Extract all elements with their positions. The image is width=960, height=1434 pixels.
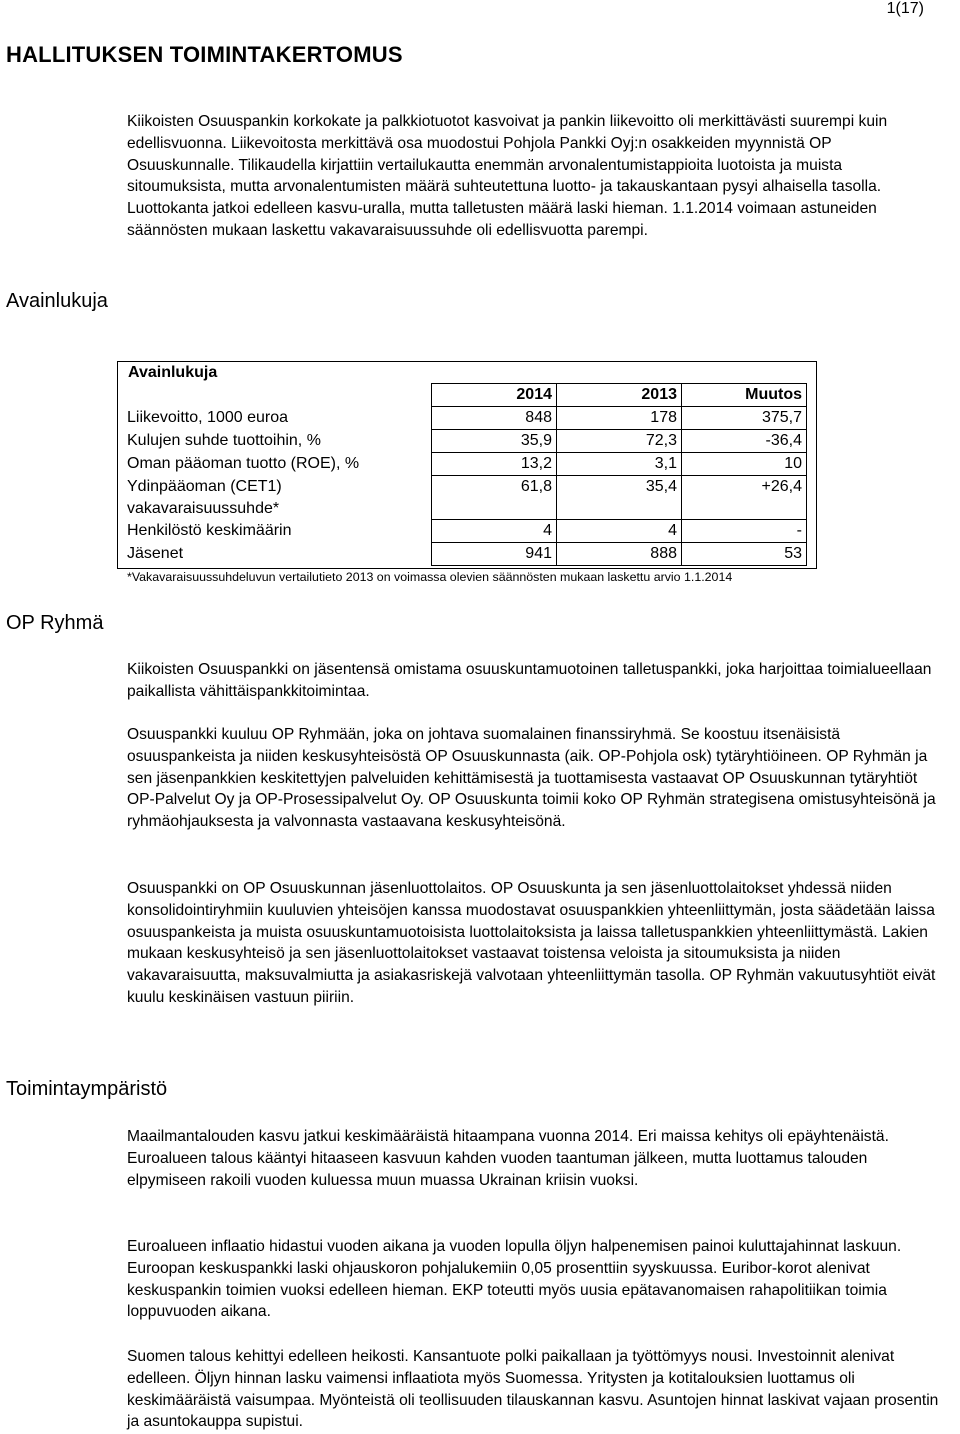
- table-row: [127, 520, 807, 543]
- cell-change: +26,4: [682, 476, 807, 520]
- col-header-2014: 2014: [432, 384, 557, 407]
- heading-op-ryhma: OP Ryhmä: [6, 612, 104, 634]
- document-title: HALLITUKSEN TOIMINTAKERTOMUS: [6, 42, 403, 67]
- heading-avainlukuja: Avainlukuja: [6, 290, 108, 312]
- row-label: Oman pääoman tuotto (ROE), %: [127, 455, 360, 472]
- table-row: [127, 430, 807, 453]
- cell-2013: 4: [557, 520, 682, 543]
- cell-change: 375,7: [682, 407, 807, 430]
- table-row: [127, 407, 807, 430]
- row-label-line2: vakavaraisuussuhde*: [127, 499, 280, 517]
- cell-change: 53: [682, 543, 807, 566]
- cell-2014: 35,9: [432, 430, 557, 453]
- cell-2014: 941: [432, 543, 557, 566]
- cell-change: 10: [682, 453, 807, 476]
- table-row: [127, 453, 807, 476]
- toimintaymparisto-paragraph-2: Euroalueen inflaatio hidastui vuoden aikana ja vuoden lopulla öljyn halpenemisen painoi kuluttajahinnat laskuun. Euroopan keskuspankki laski ohjauskoron pohjalukemiin 0,05 prosenttiin syyskuussa. Euribor-korot alenivat keskuspankin toimien vuoksi edelleen hieman. EKP toteutti myös uusia epätavanomaisen rahapolitiikan toimia loppuvuoden aikana.: [127, 1238, 902, 1321]
- table-footnote: *Vakavaraisuussuhdeluvun vertailutieto 2013 on voimassa olevien säännösten mukaan laskettu arvio 1.1.2014: [127, 570, 733, 584]
- row-label: Henkilöstö keskimäärin: [127, 522, 292, 539]
- cell-change: -: [682, 520, 807, 543]
- table-row: [127, 476, 807, 520]
- toimintaymparisto-paragraph-3: Suomen talous kehittyi edelleen heikosti. Kansantuote polki paikallaan ja työttömyys nousi. Investoinnit alenivat edelleen. Öljyn hinnan lasku vaimensi inflaatiota myös Suomessa. Yritysten ja kotitalouksien luottamus oli keskimääräistä vaisumpaa. Myönteistä oli teollisuuden tilauskannan kasvu. Asuntojen hinnat laskivat vajaan prosentin ja asuntokauppa supistui.: [127, 1348, 939, 1431]
- key-figures-title: Avainlukuja: [128, 364, 218, 381]
- col-header-change: Muutos: [682, 384, 807, 407]
- cell-2013: 178: [557, 407, 682, 430]
- table-header-empty: [127, 384, 432, 407]
- op-ryhma-paragraph-1: Kiikoisten Osuuspankki on jäsentensä omistama osuuskuntamuotoinen talletuspankki, joka harjoittaa toimialueellaan paikallista vähittäispankkitoimintaa.: [127, 661, 932, 700]
- cell-2013: 72,3: [557, 430, 682, 453]
- row-label: Jäsenet: [127, 545, 184, 562]
- row-label-line1: Ydinpääoman (CET1): [127, 477, 282, 495]
- toimintaymparisto-paragraph-1: Maailmantalouden kasvu jatkui keskimääräistä hitaampana vuonna 2014. Eri maissa kehitys oli epäyhtenäistä. Euroalueen talous kääntyi hitaaseen kasvuun kahden vuoden taantuman jälkeen, mutta luottamus talouden elpymiseen rakoili vuoden kuluessa muun muassa Ukrainan kriisin vuoksi.: [127, 1128, 889, 1189]
- table-header-row: [127, 384, 807, 407]
- row-label: [127, 476, 432, 520]
- cell-2014: 61,8: [432, 476, 557, 520]
- cell-change: -36,4: [682, 430, 807, 453]
- cell-2013: 35,4: [557, 476, 682, 520]
- cell-2014: 848: [432, 407, 557, 430]
- cell-2013: 888: [557, 543, 682, 566]
- cell-2014: 4: [432, 520, 557, 543]
- op-ryhma-paragraph-2: Osuuspankki kuuluu OP Ryhmään, joka on johtava suomalainen finanssiryhmä. Se koostuu itsenäisistä osuuspankeista ja niiden keskusyhteisöstä OP Osuuskunnasta (aik. OP-Pohjola osk) tytäryhtiöineen. OP Ryhmän ja sen jäsenpankkien keskitettyjen palveluiden kehittämisestä ja tuottamisesta vastaavat OP Osuuskunnan tytäryhtiöt OP-Palvelut Oy ja OP-Prosessipalvelut Oy. OP Osuuskunta toimii koko OP Ryhmän strategisena omistusyhteisönä ja ryhmäohjauksesta ja valvonnasta vastaavana keskusyhteisönä.: [127, 726, 936, 831]
- table-row: [127, 543, 807, 566]
- key-figures-table: [127, 383, 807, 566]
- op-ryhma-paragraph-3: Osuuspankki on OP Osuuskunnan jäsenluottolaitos. OP Osuuskunta ja sen jäsenluottolaitokset yhdessä niiden konsolidointiryhmiin kuuluvien yhteisöjen kanssa muodostavat osuuspankkien yhteenliittymän, josta säädetään laissa osuuspankeista ja muista osuuskuntamuotoisista luottolaitoksista ja laissa talletuspankkien yhteenliittymästä. Lakien mukaan keskusyhteisö ja sen jäsenluottolaitokset vastaavat toistensa veloista ja sitoumuksista ja niiden vakavaraisuutta, maksuvalmiutta ja asiakasriskejä valvotaan yhteenliittymän tasolla. OP Ryhmän vakuutusyhtiöt eivät kuulu keskinäisen vastuun piiriin.: [127, 880, 936, 1006]
- col-header-2013: 2013: [557, 384, 682, 407]
- row-label: Liikevoitto, 1000 euroa: [127, 409, 288, 426]
- cell-2013: 3,1: [557, 453, 682, 476]
- cell-2014: 13,2: [432, 453, 557, 476]
- page-number: 1(17): [886, 0, 924, 17]
- row-label: Kulujen suhde tuottoihin, %: [127, 432, 321, 449]
- heading-toimintaymparisto: Toimintaympäristö: [6, 1078, 168, 1100]
- intro-paragraph: Kiikoisten Osuuspankin korkokate ja palkkiotuotot kasvoivat ja pankin liikevoitto oli merkittävästi suurempi kuin edellisvuonna. Liikevoitosta merkittävä osa muodostui Pohjola Pankki Oyj:n osakkeiden myynnistä OP Osuuskunnalle. Tilikaudella kirjattiin vertailukautta enemmän arvonalentumistappioita luotoista ja muista sitoumuksista, mutta arvonalentumisten määrä suhteutettuna luotto- ja takauskantaan pysyi alhaisella tasolla. Luottokanta jatkoi edelleen kasvu-uralla, mutta talletusten määrä laski hieman. 1.1.2014 voimaan astuneiden säännösten mukaan laskettu vakavaraisuussuhde oli edellisvuotta parempi.: [127, 113, 888, 239]
